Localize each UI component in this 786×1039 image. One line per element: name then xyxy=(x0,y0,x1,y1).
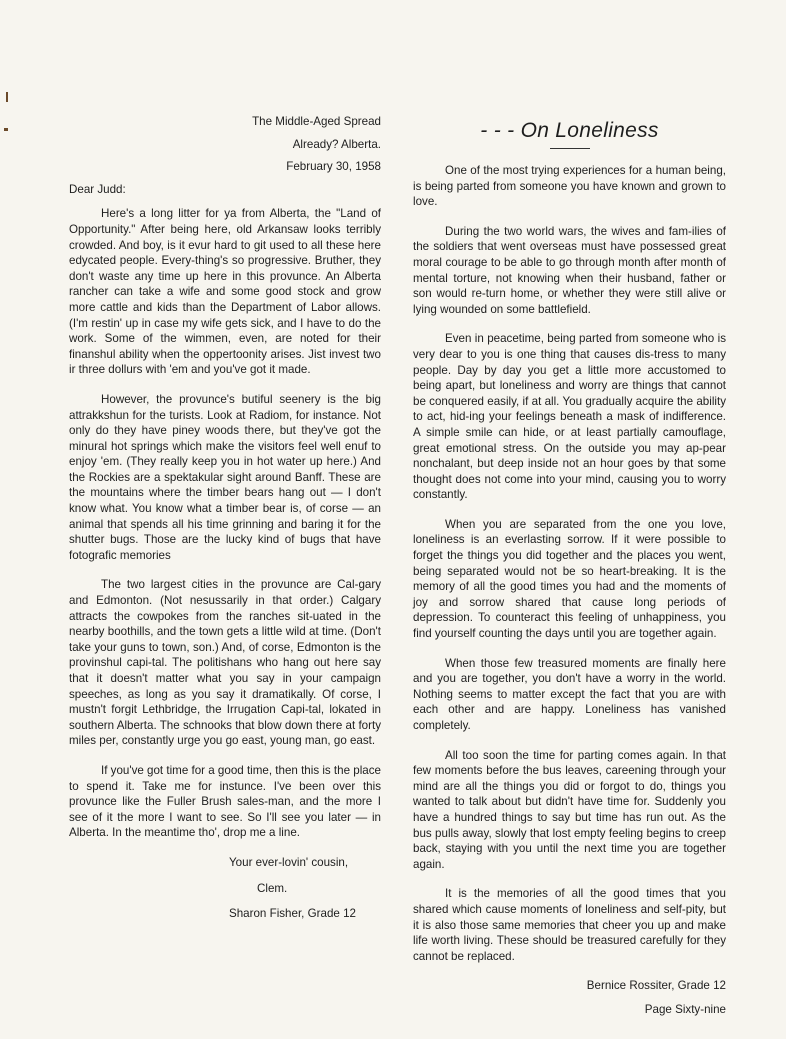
essay-author: Bernice Rossiter, Grade 12 xyxy=(586,979,726,993)
scan-mark xyxy=(4,128,8,131)
letter-column xyxy=(69,114,381,932)
address-line: February 30, 1958 xyxy=(286,160,381,174)
letter-signature: Clem. xyxy=(257,881,288,895)
title-underline xyxy=(550,148,590,149)
letter-author: Sharon Fisher, Grade 12 xyxy=(229,907,356,921)
letter-paragraph: If you've got time for a good time, then this is the place to spend it. Take me for instunce. I've been over this provunce like the Fuller Brush sales-man, and the more I see of it the more I want to see. So I'll see you later — in Alberta. In the meantime tho', drop me a line. xyxy=(69,763,381,840)
essay-paragraph: When you are separated from the one you love, loneliness is an everlasting sorrow. If it were possible to forget the things you did together and the places you went, being separated would not be so heart-breaking. It is the memory of all the good times you had and the moments of joy and sorrow shared that cause long periods of depression. To counteract this feeling of unhappiness, you find yourself counting the days until you are together again. xyxy=(413,517,726,641)
letter-closing: Your ever-lovin' cousin, xyxy=(229,855,349,869)
essay-paragraph: It is the memories of all the good times that you shared which cause moments of loneliness and self-pity, but it is also those same memories that cheer you up and make life worth living. These should be treasured carefully for they cannot be replaced. xyxy=(413,887,726,963)
essay-paragraph: Even in peacetime, being parted from someone who is very dear to you is one thing that causes dis-tress to many people. Day by day you get a little more accustomed to being apart, but loneliness and worry are things that cannot be conquered easily, if at all. You gradually acquire the ability to act, hid-ing your feelings beneath a mask of indifference. A simple smile can hide, or at least partially camouflage, great emotional stress. On the outside you may ap-pear nonchalant, but deep inside not an hour goes by that some thought does not come into your mind, causing you to worry constantly. xyxy=(413,332,726,502)
letter-paragraph: However, the provunce's butiful seenery is the big attrakkshun for the turists. Look at Radiom, for instance. Not only do they have piney woods there, but they've got the minural hot springs which make the visitors feel well enuf to enjoy 'em. (They really keep you in hot water up here.) And the Rockies are a spektakular sight around Banff. These are the mountains where the timber bears hang out — I don't know what. You know what a timber bear is, of corse — an animal that spends all his time grinning and baring it for the shutter bugs. Those are the lucky kind of bugs that have fotografic memories xyxy=(69,392,381,562)
essay-paragraph: All too soon the time for parting comes again. In that few moments before the bus leaves, careening through your mind are all the things you did or forgot to do, things you wanted to talk about but didn't have time for. Suddenly you have a hundred things to say but time has run out. As the bus pulls away, slowly that lost empty feeling begins to creep back, staying with you until the next time you are together again. xyxy=(413,748,726,871)
letter-salutation: Dear Judd: xyxy=(69,182,126,196)
essay-paragraph: During the two world wars, the wives and fam-ilies of the soldiers that went overseas must have possessed great moral courage to be able to go through month after month of mental torture, not knowing when their husband, father or son would re-turn home, or whether they were still alive or lying wounded on some battlefield. xyxy=(413,224,726,316)
essay-paragraph: When those few treasured moments are finally here and you are together, you don't have a worry in the world. Nothing seems to matter except the fact that you are with each other and are happy. Loneliness has vanished completely. xyxy=(413,656,726,732)
letter-paragraph: The two largest cities in the provunce are Cal-gary and Edmonton. (Not nesussarily in that order.) Calgary attracts the cowpokes from the ranches sit-uated in the nearby boothills, and the town gets a little wild at time. (Don't take your guns to town, son.) And, of corse, Edmonton is the provinshul capi-tal. The politishans who hang out here say that it doesn't matter what you say in your campaign speeches, as long as you say it dramatikally. Of corse, I mustn't forgit Lethbridge, the Irrugation Capi-tal, lokated in southern Alberta. The schnooks that blow down there at forty miles per, constantly urge you go east, young man, go east. xyxy=(69,578,381,748)
letter-closing-block xyxy=(229,855,381,922)
page-number: Page Sixty-nine xyxy=(644,1002,726,1016)
letter-paragraph: Here's a long litter for ya from Alberta, the "Land of Opportunity." After being here, old Arkansaw looks terribly crowded. And boy, is it evur hard to git used to all these here edycated people. Every-thing's so progressive. Bruther, they don't waste any time up here in this provunce. An Alberta rancher can take a wife and some good stock and grow more cattle and kids than the Department of Labor allows. (I'm restin' up in case my wife gets sick, and I have to do the work. Some of the wimmen, even, are noted for their finanshul ability when the oppertoonity arises. Jist invest two ir three dollurs with 'em and you've got it made. xyxy=(69,207,381,377)
scan-mark xyxy=(6,92,8,102)
essay-title: - - - On Loneliness xyxy=(480,119,659,142)
essay-column xyxy=(413,118,726,1018)
essay-paragraph: One of the most trying experiences for a human being, is being parted from someone you have known and grown to love. xyxy=(413,164,726,209)
address-line: Already? Alberta. xyxy=(292,137,381,151)
letter-address xyxy=(69,114,381,175)
address-line: The Middle-Aged Spread xyxy=(252,115,381,128)
